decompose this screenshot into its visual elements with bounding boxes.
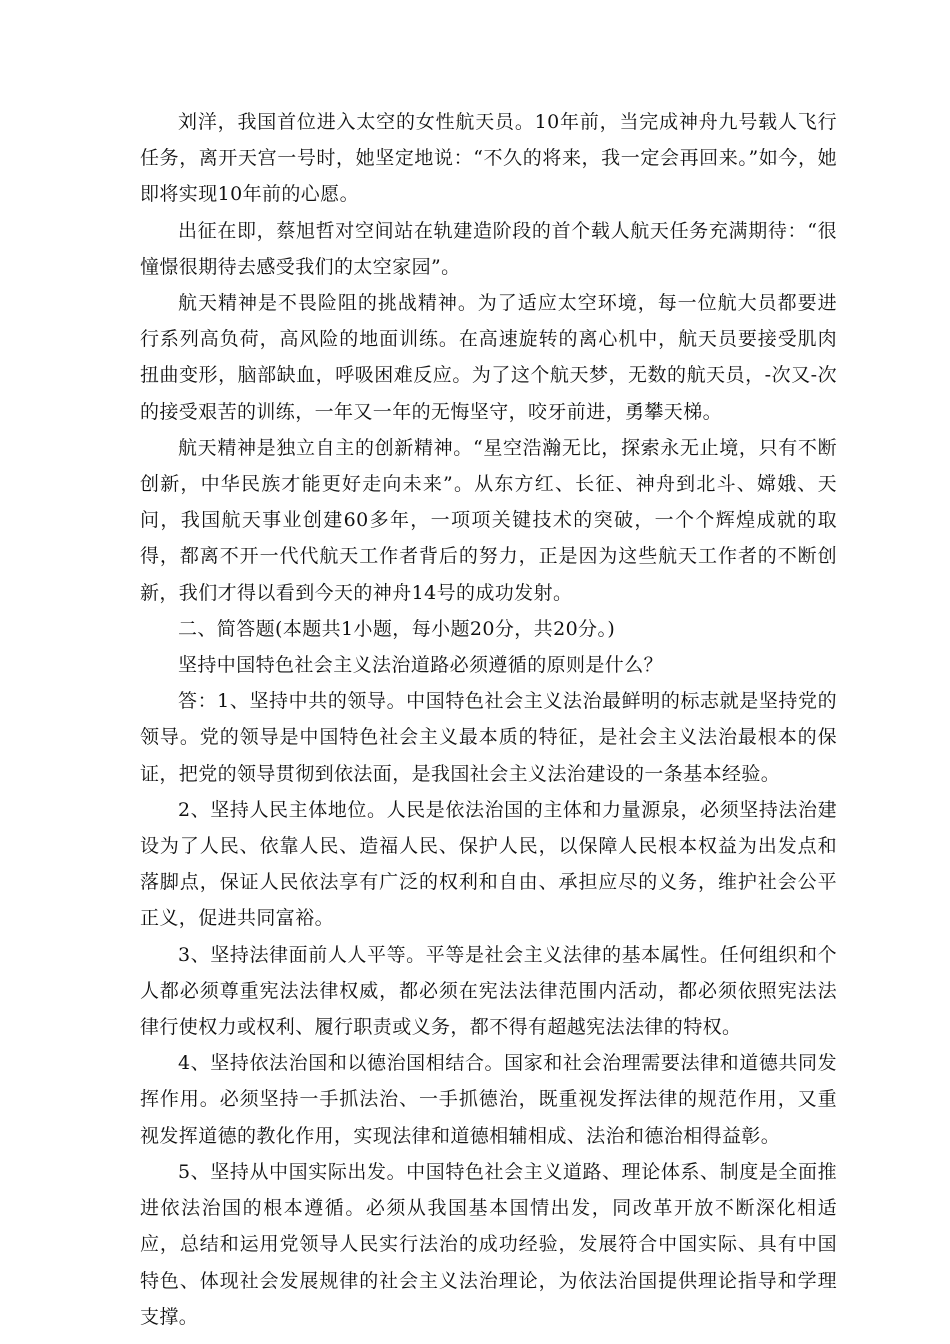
answer-point-1: 答：1、坚持中共的领导。中国特色社会主义法治最鲜明的标志就是坚持党的领导。党的领导是中国特色社会主义最本质的特征，是社会主义法治最根本的保证，把党的领导贯彻到依法面，是我国社会主义法治建设的一条基本经验。 xyxy=(140,690,837,785)
answer-point-5: 5、坚持从中国实际出发。中国特色社会主义道路、理论体系、制度是全面推进依法治国的根本遵循。必须从我国基本国情出发，同改革开放不断深化相适应，总结和运用党领导人民实行法治的成功经验，发展符合中国实际、具有中国特色、体现社会发展规律的社会主义法治理论，为依法治国提供理论指导和学理支撑。 xyxy=(140,1160,837,1328)
answer-point-4: 4、坚持依法治国和以德治国相结合。国家和社会治理需要法律和道德共同发挥作用。必须坚持一手抓法治、一手抓德治，既重视发挥法律的规范作用，又重视发挥道德的教化作用，实现法律和道德相辅相成、法治和德治相得益彰。 xyxy=(140,1052,837,1147)
paragraph-liu-yang: 刘洋，我国首位进入太空的女性航天员。10年前，当完成神舟九号载人飞行任务，离开天宫一号时，她坚定地说：“不久的将来，我一定会再回来。”如今，她即将实现10年前的心愿。 xyxy=(140,111,837,206)
answer-point-3: 3、坚持法律面前人人平等。平等是社会主义法律的基本属性。任何组织和个人都必须尊重宪法法律权威，都必须在宪法法律范围内活动，都必须依照宪法法律行使权力或权利、履行职责或义务，都不得有超越宪法法律的特权。 xyxy=(140,943,837,1039)
paragraph-challenge-spirit: 航天精神是不畏险阻的挑战精神。为了适应太空环境，每一位航大员都要进行系列高负荷，高风险的地面训练。在高速旋转的离心机中，航天员要接受肌肉扭曲变形，脑部缺血，呼吸困难反应。为了这个航天梦，无数的航天员，-次又-次的接受艰苦的训练，一年又一年的无悔坚守，咬牙前进，勇攀天梯。 xyxy=(140,292,837,423)
question-text: 坚持中国特色社会主义法治道路必须遵循的原则是什么？ xyxy=(178,654,664,677)
paragraph-innovation-spirit: 航天精神是独立自主的创新精神。“星空浩瀚无比，探索永无止境，只有不断创新，中华民族才能更好走向未来”。从东方红、长征、神舟到北斗、嫦娥、天问，我国航天事业创建60多年，一项项关键技术的突破，一个个辉煌成就的取得，都离不开一代代航天工作者背后的努力，正是因为这些航天工作者的不断创新，我们才得以看到今天的神舟14号的成功发射。 xyxy=(140,436,837,604)
paragraph-cai-xuzhe: 出征在即，蔡旭哲对空间站在轨建造阶段的首个载人航天任务充满期待：“很憧憬很期待去感受我们的太空家园”。 xyxy=(140,219,837,278)
answer-point-2: 2、坚持人民主体地位。人民是依法治国的主体和力量源泉，必须坚持法治建设为了人民、依靠人民、造福人民、保护人民，以保障人民根本权益为出发点和落脚点，保证人民依法享有广泛的权利和自由、承担应尽的义务，维护社会公平正义，促进共同富裕。 xyxy=(140,798,837,930)
document-body xyxy=(140,104,837,1335)
section-heading-short-answer: 二、简答题(本题共1小题，每小题20分，共20分。) xyxy=(178,617,616,640)
